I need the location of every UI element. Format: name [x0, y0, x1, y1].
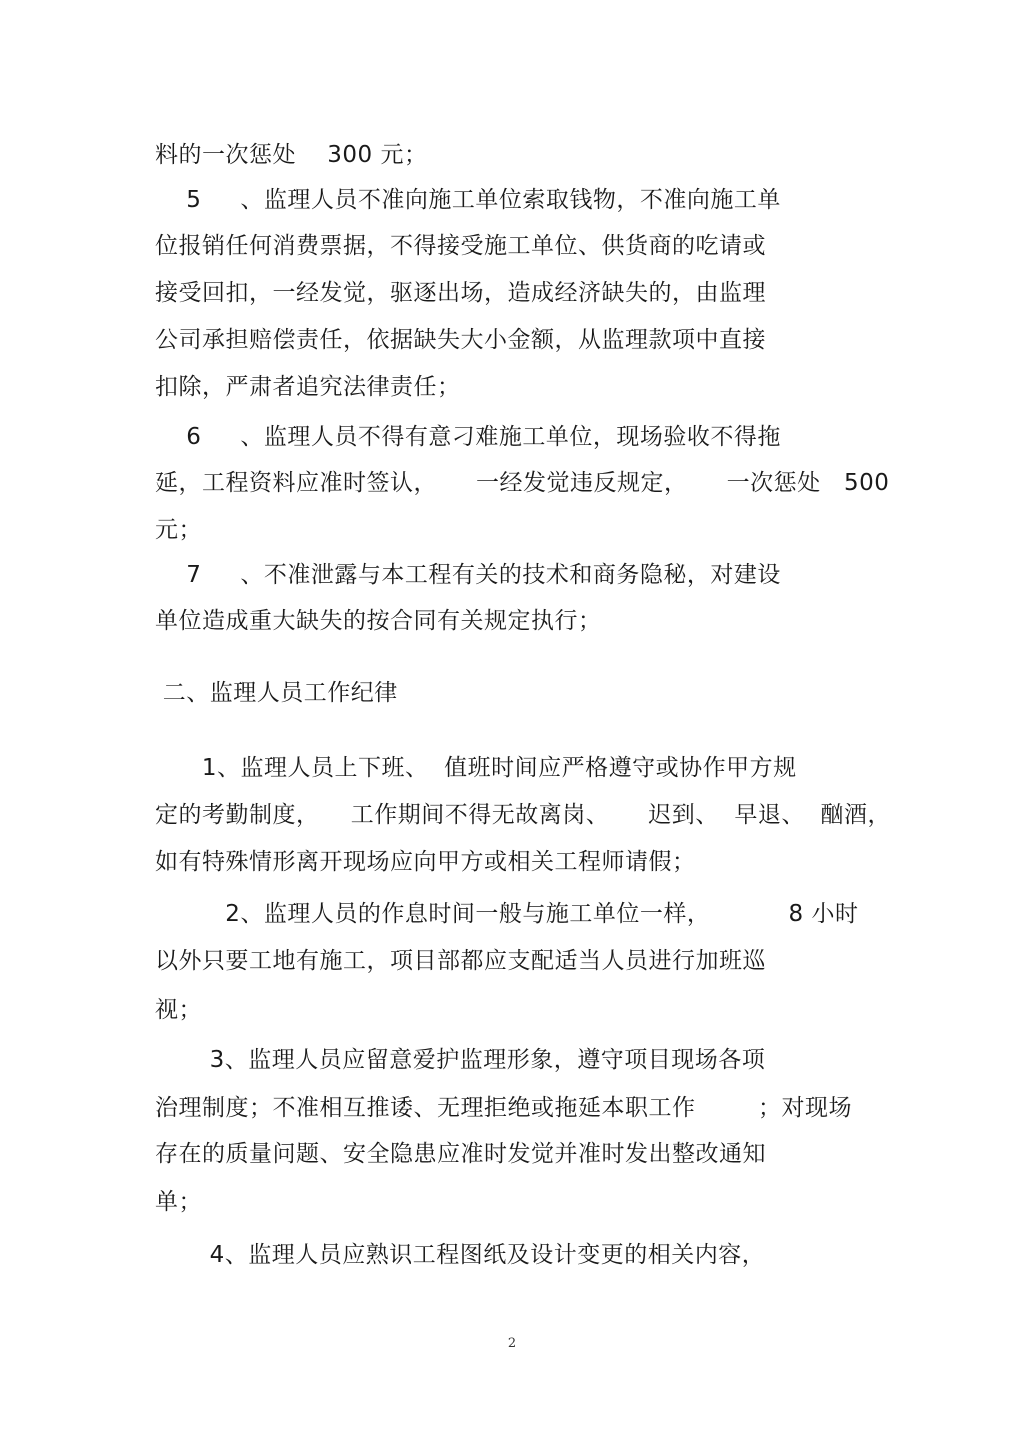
- section-heading: 二、监理人员工作纪律: [155, 680, 398, 706]
- text-line: 7 、不准泄露与本工程有关的技术和商务隐秘，对建设: [155, 562, 781, 588]
- text-line: 4、监理人员应熟识工程图纸及设计变更的相关内容，: [155, 1242, 766, 1268]
- text-line: 3、监理人员应留意爱护监理形象，遵守项目现场各项: [155, 1047, 766, 1073]
- text-line: 视；: [155, 997, 202, 1023]
- text-line: 扣除，严肃者追究法律责任；: [155, 374, 461, 400]
- text-line: 公司承担赔偿责任，依据缺失大小金额，从监理款项中直接: [155, 327, 766, 353]
- text-line: 存在的质量问题、安全隐患应准时发觉并准时发出整改通知: [155, 1141, 766, 1167]
- text-line: 2、监理人员的作息时间一般与施工单位一样， 8 小时: [155, 901, 859, 927]
- text-line: 单位造成重大缺失的按合同有关规定执行；: [155, 608, 602, 634]
- text-line: 延，工程资料应准时签认， 一经发觉违反规定， 一次惩处 500: [155, 470, 890, 496]
- text-line: 定的考勤制度， 工作期间不得无故离岗、 迟到、 早退、 酗酒，: [155, 802, 892, 828]
- text-line: 料的一次惩处 300 元；: [155, 142, 428, 168]
- text-line: 5 、监理人员不准向施工单位索取钱物，不准向施工单: [155, 187, 781, 213]
- page-number: 2: [507, 1336, 517, 1351]
- text-line: 元；: [155, 517, 202, 543]
- text-line: 位报销任何消费票据，不得接受施工单位、供货商的吃请或: [155, 233, 766, 259]
- text-line: 接受回扣，一经发觉，驱逐出场，造成经济缺失的，由监理: [155, 280, 766, 306]
- text-line: 治理制度；不准相互推诿、无理拒绝或拖延本职工作 ；对现场: [155, 1095, 852, 1121]
- text-line: 如有特殊情形离开现场应向甲方或相关工程师请假；: [155, 849, 696, 875]
- text-line: 以外只要工地有施工，项目部都应支配适当人员进行加班巡: [155, 948, 766, 974]
- text-line: 6 、监理人员不得有意刁难施工单位，现场验收不得拖: [155, 424, 781, 450]
- text-line: 单；: [155, 1189, 202, 1215]
- text-line: 1、监理人员上下班、 值班时间应严格遵守或协作甲方规: [155, 755, 797, 781]
